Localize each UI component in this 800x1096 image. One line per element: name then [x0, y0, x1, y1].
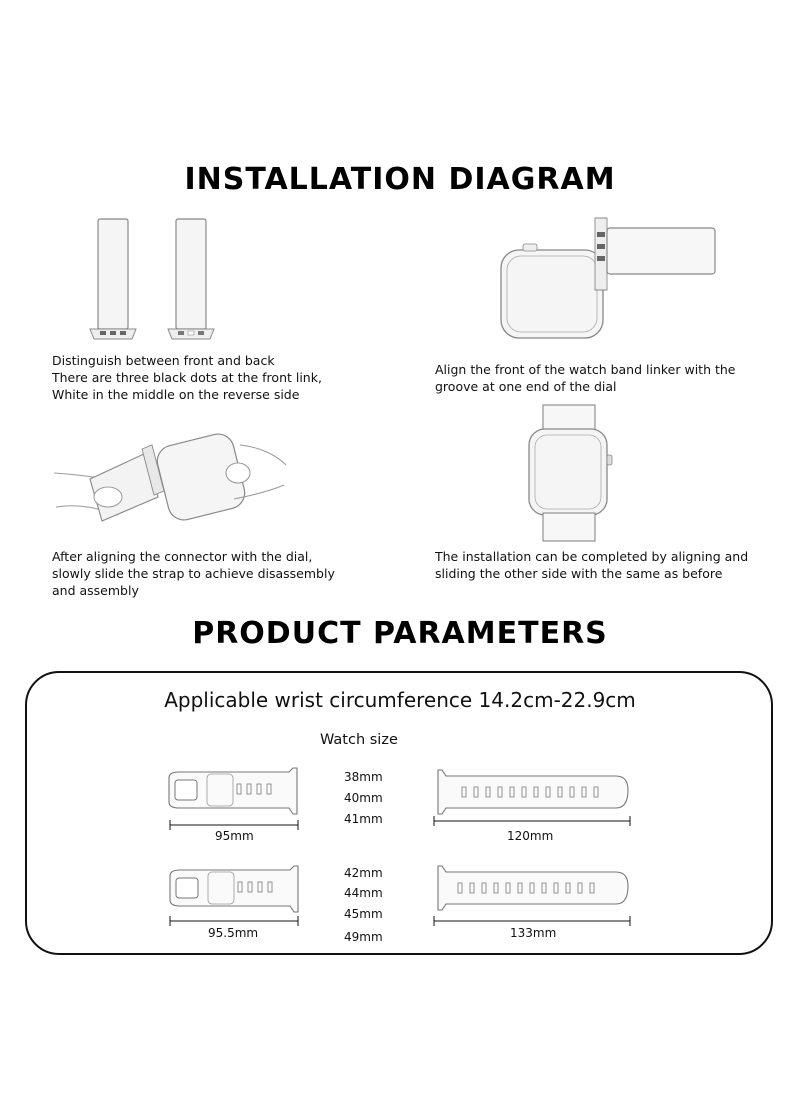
large-long-length: 133mm — [510, 926, 557, 940]
wrist-circumference: Applicable wrist circumference 14.2cm-22.9cm — [164, 688, 636, 712]
small-short-band — [165, 768, 300, 818]
watch-size-label: Watch size — [320, 732, 398, 748]
parameters-panel — [25, 671, 773, 955]
large-long-measure-line — [434, 916, 634, 926]
slide-strap-illustration — [50, 425, 290, 545]
watch-align-illustration — [495, 212, 725, 342]
size-40: 40mm — [344, 791, 383, 805]
large-short-length: 95.5mm — [208, 926, 259, 940]
size-38: 38mm — [344, 770, 383, 784]
installation-title: INSTALLATION DIAGRAM — [184, 162, 616, 197]
size-41: 41mm — [344, 812, 383, 826]
large-short-band — [166, 866, 301, 916]
size-44: 44mm — [344, 886, 383, 900]
small-long-length: 120mm — [507, 829, 554, 843]
band-front-back-illustration — [80, 215, 250, 345]
small-long-band — [432, 770, 632, 814]
size-42: 42mm — [344, 866, 383, 880]
complete-watch-illustration — [525, 405, 615, 543]
large-short-measure-line — [170, 916, 300, 926]
step-4-caption: The installation can be completed by aligning and sliding the other side with the same as before — [435, 549, 749, 581]
step-2-caption: Align the front of the watch band linker with the groove at one end of the dial — [435, 362, 736, 394]
size-49: 49mm — [344, 930, 383, 944]
small-short-length: 95mm — [215, 829, 254, 843]
step-1-caption: Distinguish between front and back There are three black dots at the front link, White in the middle on the reverse side — [52, 353, 322, 402]
small-long-measure-line — [434, 816, 634, 826]
large-long-band — [432, 866, 632, 910]
step-3-caption: After aligning the connector with the dial, slowly slide the strap to achieve disassembly and assembly — [52, 549, 335, 598]
parameters-title: PRODUCT PARAMETERS — [192, 616, 608, 651]
size-45: 45mm — [344, 907, 383, 921]
